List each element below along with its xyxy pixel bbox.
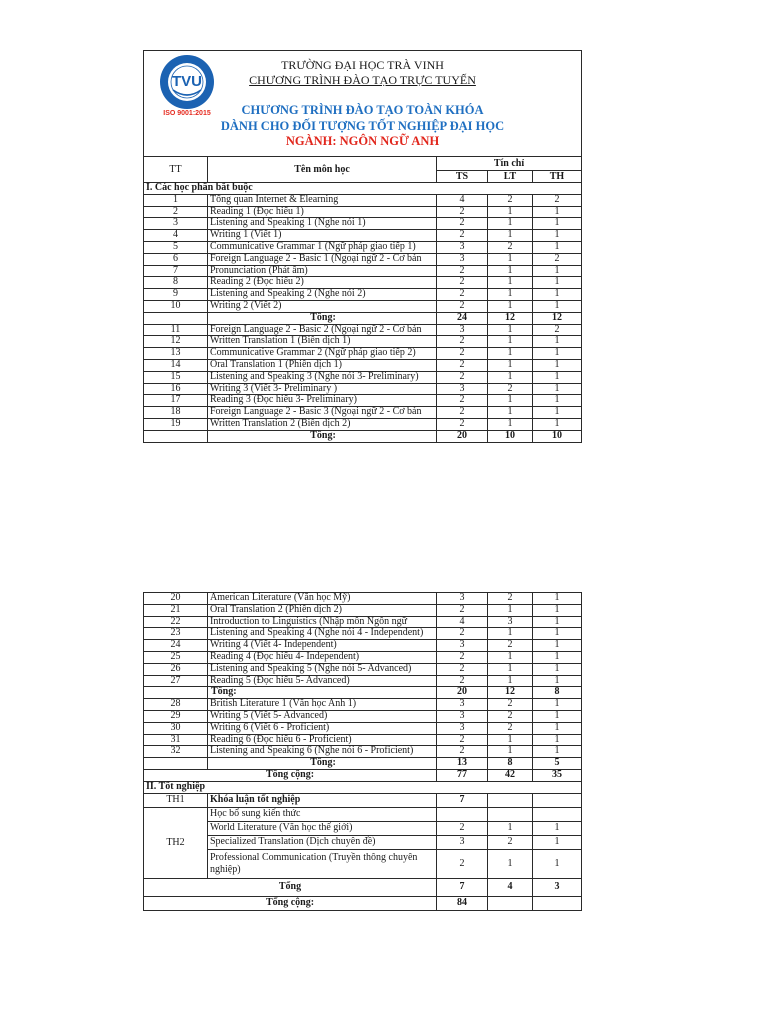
credits-theory: 1 [488,676,533,688]
course-number: 2 [144,207,208,219]
credits-theory: 2 [488,836,533,850]
column-header-ts: TS [437,171,488,183]
course-row [144,395,582,407]
credits-practice: 1 [533,207,582,219]
course-name: Foreign Language 2 - Basic 3 (Ngoại ngữ 2 - Cơ bản [208,407,437,419]
graduation-thesis-name: Khóa luận tốt nghiệp [208,794,437,808]
subtotal-label: Tổng: [208,431,437,443]
course-row [144,652,582,664]
course-row [144,372,582,384]
course-number: 1 [144,195,208,207]
credits-total: 2 [437,277,488,289]
credits-theory: 1 [488,735,533,747]
course-number: 17 [144,395,208,407]
course-number: 18 [144,407,208,419]
course-row [144,617,582,629]
empty-cell [533,794,582,808]
empty-cell [144,758,208,770]
column-header-credits: Tín chỉ [437,157,582,171]
credits-theory: 12 [488,687,533,699]
course-row [144,289,582,301]
credits-theory: 2 [488,593,533,605]
credits-total: 20 [437,687,488,699]
course-row [144,676,582,688]
credits-total: 2 [437,822,488,836]
credits-practice: 1 [533,605,582,617]
credits-practice: 1 [533,218,582,230]
credits-theory: 2 [488,195,533,207]
credits-theory: 1 [488,419,533,431]
credits-practice: 12 [533,313,582,325]
credits-total: 77 [437,770,488,782]
subtotal-row [144,431,582,443]
credits-practice: 1 [533,266,582,278]
column-header-course-name: Tên môn học [208,157,437,183]
course-row [144,301,582,313]
credits-theory: 1 [488,628,533,640]
credits-practice: 1 [533,277,582,289]
credits-theory: 1 [488,850,533,879]
column-header-tt: TT [144,157,208,183]
credits-total: 3 [437,640,488,652]
credits-theory: 8 [488,758,533,770]
graduation-table [144,794,582,911]
grand-total-label: Tổng cộng: [144,897,437,911]
course-name: British Literature 1 (Văn học Anh 1) [208,699,437,711]
iso-certification-label: ISO 9001:2015 [163,110,211,117]
course-number: 21 [144,605,208,617]
course-number: 29 [144,711,208,723]
credits-total: 2 [437,289,488,301]
course-number: 3 [144,218,208,230]
course-row [144,360,582,372]
course-number: 14 [144,360,208,372]
credits-practice: 1 [533,289,582,301]
course-name: Reading 3 (Đọc hiểu 3- Preliminary) [208,395,437,407]
credits-theory: 2 [488,723,533,735]
course-name: Writing 3 (Viết 3- Preliminary ) [208,384,437,396]
empty-cell [488,794,533,808]
course-name: Writing 2 (Viết 2) [208,301,437,313]
credits-total: 20 [437,431,488,443]
credits-total: 2 [437,218,488,230]
course-row [144,195,582,207]
subtotal-label: Tổng: [208,313,437,325]
course-number: 28 [144,699,208,711]
credits-practice: 10 [533,431,582,443]
course-row [144,384,582,396]
section-heading-required: I. Các học phần bắt buộc [144,183,582,195]
curriculum-table-part-1 [143,50,582,443]
course-name: Reading 2 (Đọc hiểu 2) [208,277,437,289]
credits-total: 2 [437,301,488,313]
credits-total: 3 [437,836,488,850]
credits-total: 3 [437,723,488,735]
course-row [144,735,582,747]
course-name: Foreign Language 2 - Basic 2 (Ngoại ngữ 2 - Cơ bản [208,325,437,337]
column-header [144,157,582,183]
credits-practice: 2 [533,325,582,337]
course-row [144,593,582,605]
credits-total: 3 [437,325,488,337]
course-row [144,746,582,758]
credits-theory: 1 [488,360,533,372]
course-number: 11 [144,325,208,337]
course-row [144,348,582,360]
grand-total-credits: 84 [437,897,488,911]
credits-practice: 1 [533,348,582,360]
credits-practice: 1 [533,676,582,688]
course-number: 4 [144,230,208,242]
credits-theory: 1 [488,407,533,419]
curriculum-table-part-2 [143,592,582,911]
course-name: World Literature (Văn học thế giới) [208,822,437,836]
credits-total: 2 [437,746,488,758]
course-name: Writing 1 (Viết 1) [208,230,437,242]
credits-theory: 1 [488,652,533,664]
course-row [144,699,582,711]
credits-theory: 12 [488,313,533,325]
column-header-lt: LT [488,171,533,183]
credits-theory: 1 [488,348,533,360]
university-name: TRƯỜNG ĐẠI HỌC TRÀ VINH [281,58,444,72]
credits-practice: 1 [533,336,582,348]
course-name: Listening and Speaking 6 (Nghe nói 6 - Proficient) [208,746,437,758]
course-row [144,218,582,230]
credits-practice: 1 [533,723,582,735]
credits-theory: 4 [488,879,533,897]
grand-total-row [144,770,582,782]
subtotal-row [144,687,582,699]
course-rows-part-2 [144,593,582,782]
course-row [144,230,582,242]
credits-total: 2 [437,652,488,664]
credits-practice: 2 [533,254,582,266]
course-name: Listening and Speaking 4 (Nghe nói 4 - Independent) [208,628,437,640]
credits-practice: 1 [533,652,582,664]
course-number: 5 [144,242,208,254]
credits-total: 24 [437,313,488,325]
credits-practice: 5 [533,758,582,770]
course-name: Listening and Speaking 3 (Nghe nói 3- Preliminary) [208,372,437,384]
course-row [144,325,582,337]
course-number: 32 [144,746,208,758]
credits-total: 3 [437,242,488,254]
course-number: 22 [144,617,208,629]
course-row [144,336,582,348]
course-name: Listening and Speaking 1 (Nghe nói 1) [208,218,437,230]
credits-theory: 1 [488,746,533,758]
credits-practice: 2 [533,195,582,207]
subtotal-row [144,758,582,770]
credits-theory: 1 [488,218,533,230]
credits-practice: 35 [533,770,582,782]
credits-theory: 1 [488,336,533,348]
course-row [144,723,582,735]
course-name: Writing 5 (Viết 5- Advanced) [208,711,437,723]
course-number: 9 [144,289,208,301]
course-row [144,277,582,289]
title-block [144,51,582,157]
course-number: 26 [144,664,208,676]
credits-practice: 1 [533,628,582,640]
credits-theory: 1 [488,289,533,301]
credits-practice: 1 [533,822,582,836]
credits-theory: 2 [488,711,533,723]
course-number: 12 [144,336,208,348]
credits-total: 2 [437,605,488,617]
credits-practice: 1 [533,395,582,407]
credits-total: 13 [437,758,488,770]
credits-practice: 8 [533,687,582,699]
empty-cell [144,687,208,699]
logo-lettering: TVU [172,73,202,90]
credits-theory: 1 [488,605,533,617]
course-name: Written Translation 2 (Biên dịch 2) [208,419,437,431]
graduation-code-th1: TH1 [144,794,208,808]
credits-practice: 1 [533,699,582,711]
course-row [144,640,582,652]
course-number: 19 [144,419,208,431]
credits-practice: 1 [533,617,582,629]
course-name: Reading 5 (Đọc hiểu 5- Advanced) [208,676,437,688]
course-name: Professional Communication (Truyền thông chuyên nghiệp) [208,850,437,879]
course-name: Tổng quan Internet & Elearning [208,195,437,207]
course-name: Introduction to Linguistics (Nhập môn Ngôn ngữ [208,617,437,629]
credits-total: 3 [437,711,488,723]
course-name: Reading 6 (Đọc hiểu 6 - Proficient) [208,735,437,747]
course-number: 25 [144,652,208,664]
empty-cell [488,808,533,822]
course-row [144,207,582,219]
course-row [144,242,582,254]
course-number: 15 [144,372,208,384]
credits-total: 7 [437,879,488,897]
credits-theory: 1 [488,822,533,836]
credits-theory: 3 [488,617,533,629]
course-number: 24 [144,640,208,652]
course-name: Oral Translation 2 (Phiên dịch 2) [208,605,437,617]
empty-cell [533,808,582,822]
credits-practice: 1 [533,593,582,605]
course-row [144,605,582,617]
course-name: Communicative Grammar 2 (Ngữ pháp giao tiếp 2) [208,348,437,360]
credits-total: 4 [437,195,488,207]
credits-practice: 3 [533,879,582,897]
course-row [144,254,582,266]
course-row [144,711,582,723]
course-name: Oral Translation 1 (Phiên dịch 1) [208,360,437,372]
credits-theory: 1 [488,395,533,407]
subtotal-label: Tổng: [208,687,437,699]
credits-total: 3 [437,593,488,605]
section-heading-graduation: II. Tốt nghiệp [144,782,582,794]
major-name: NGÀNH: NGÔN NGỮ ANH [285,134,440,148]
course-name: Written Translation 1 (Biên dịch 1) [208,336,437,348]
credits-total: 2 [437,207,488,219]
course-number: 23 [144,628,208,640]
credits-total: 2 [437,348,488,360]
course-row [144,419,582,431]
grand-total-label: Tổng cộng: [144,770,437,782]
course-number: 20 [144,593,208,605]
column-header-th: TH [533,171,582,183]
credits-practice: 1 [533,735,582,747]
credits-total: 2 [437,230,488,242]
course-row [144,266,582,278]
course-name: Listening and Speaking 2 (Nghe nói 2) [208,289,437,301]
course-rows-part-1 [144,195,582,443]
credits-theory: 1 [488,207,533,219]
credits-practice: 1 [533,242,582,254]
course-number: 6 [144,254,208,266]
course-number: 8 [144,277,208,289]
empty-cell [437,808,488,822]
credits-total: 2 [437,850,488,879]
credits-total: 2 [437,628,488,640]
course-name: Specialized Translation (Dịch chuyên đề) [208,836,437,850]
subtotal-label: Tổng: [208,758,437,770]
credits-theory: 1 [488,230,533,242]
program-name-text: CHƯƠNG TRÌNH ĐÀO TẠO TRỰC TUYẾN [249,73,476,87]
credits-practice: 1 [533,850,582,879]
credits-total: 2 [437,266,488,278]
course-name: Reading 1 (Đọc hiểu 1) [208,207,437,219]
credits-total: 4 [437,617,488,629]
course-name: Reading 4 (Đọc hiểu 4- Independent) [208,652,437,664]
course-name: Writing 4 (Viết 4- Independent) [208,640,437,652]
credits-total: 3 [437,384,488,396]
course-number: 16 [144,384,208,396]
graduation-thesis-ts: 7 [437,794,488,808]
credits-practice: 1 [533,372,582,384]
empty-cell [144,431,208,443]
credits-practice: 1 [533,407,582,419]
course-row [144,628,582,640]
credits-theory: 10 [488,431,533,443]
course-number: 13 [144,348,208,360]
credits-theory: 1 [488,664,533,676]
credits-total: 2 [437,419,488,431]
credits-total: 2 [437,676,488,688]
course-number: 7 [144,266,208,278]
credits-theory: 2 [488,640,533,652]
credits-theory: 1 [488,254,533,266]
credits-practice: 1 [533,419,582,431]
credits-practice: 1 [533,230,582,242]
credits-practice: 1 [533,384,582,396]
subtotal-row [144,313,582,325]
course-name: Writing 6 (Viết 6 - Proficient) [208,723,437,735]
course-name: American Literature (Văn học Mỹ) [208,593,437,605]
course-name: Foreign Language 2 - Basic 1 (Ngoại ngữ 2 - Cơ bản [208,254,437,266]
credits-total: 2 [437,735,488,747]
course-number: 31 [144,735,208,747]
credits-total: 2 [437,407,488,419]
credits-theory: 1 [488,266,533,278]
empty-cell [144,313,208,325]
credits-total: 2 [437,395,488,407]
course-row [144,664,582,676]
document-title-line-1: CHƯƠNG TRÌNH ĐÀO TẠO TOÀN KHÓA [241,103,484,117]
credits-practice: 1 [533,301,582,313]
course-number: 27 [144,676,208,688]
credits-practice: 1 [533,711,582,723]
graduation-code-th2: TH2 [144,808,208,879]
course-row [144,407,582,419]
credits-practice: 1 [533,664,582,676]
credits-theory: 2 [488,384,533,396]
credits-total: 2 [437,360,488,372]
empty-cell [533,897,582,911]
credits-total: 3 [437,254,488,266]
credits-practice: 1 [533,640,582,652]
program-name [144,73,581,87]
credits-total: 2 [437,372,488,384]
course-number: 10 [144,301,208,313]
credits-theory: 2 [488,699,533,711]
credits-total: 2 [437,664,488,676]
credits-theory: 1 [488,301,533,313]
credits-theory: 1 [488,372,533,384]
graduation-total-label: Tổng [144,879,437,897]
course-name: Listening and Speaking 5 (Nghe nói 5- Advanced) [208,664,437,676]
credits-practice: 1 [533,836,582,850]
course-name: Pronunciation (Phát âm) [208,266,437,278]
empty-cell [488,897,533,911]
supplementary-knowledge-label: Học bổ sung kiến thức [208,808,437,822]
course-name: Communicative Grammar 1 (Ngữ pháp giao tiếp 1) [208,242,437,254]
document-title-line-2: DÀNH CHO ĐỐI TƯỢNG TỐT NGHIỆP ĐẠI HỌC [220,119,505,133]
credits-theory: 2 [488,242,533,254]
credits-theory: 1 [488,277,533,289]
credits-total: 3 [437,699,488,711]
credits-theory: 42 [488,770,533,782]
credits-practice: 1 [533,746,582,758]
credits-total: 2 [437,336,488,348]
course-number: 30 [144,723,208,735]
credits-practice: 1 [533,360,582,372]
credits-theory: 1 [488,325,533,337]
